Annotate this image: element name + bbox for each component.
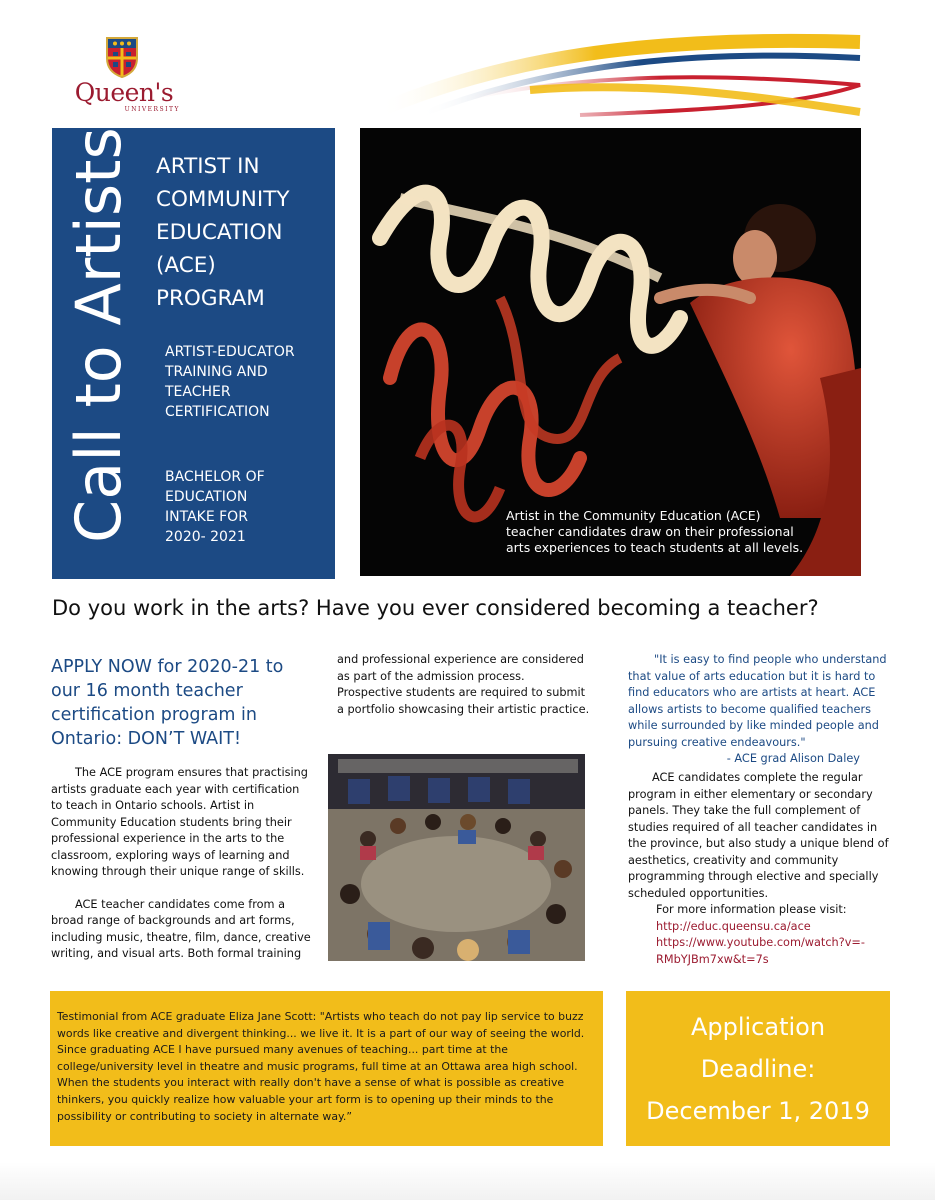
- alumni-quote: [628, 652, 890, 768]
- apply-now-heading: APPLY NOW for 2020-21 to our 16 month teacher certification program in Ontario: DON’T WAIT!: [51, 657, 284, 749]
- testimonial-text: Testimonial from ACE graduate Eliza Jane Scott: "Artists who teach do not pay lip service to buzz words like creative and divergent thinking... we live it. It is a part of our way of seeing the world. Since graduating ACE I have pursued many avenues of teaching... part time at the college/university level in theatre and music programs, full time at an Ottawa area high school. When the students you interact with really don't have a sense of what is possible as creative thinkers, you quickly realize how valuable your art form is to opening up their minds to the possibility or contributing to society in alternate way.”: [57, 1010, 585, 1123]
- application-deadline: Application Deadline: December 1, 2019: [646, 1013, 870, 1125]
- deadline-box: [626, 991, 890, 1146]
- crest-icon: [105, 36, 139, 78]
- column3-body: [628, 770, 890, 968]
- more-info-label: For more information please visit:: [656, 903, 847, 916]
- youtube-video-link[interactable]: https://www.youtube.com/watch?v=-RMbYJBm7xw&t=7s: [656, 936, 865, 966]
- admission-paragraph: and professional experience are considered as part of the admission process. Prospective students are required to submit a portfolio showcasing their artistic practice.: [337, 653, 590, 716]
- students-circle-illustration: [328, 754, 585, 961]
- quote-text: "It is easy to find people who understand that value of arts education but it is hard to find educators who are artists at heart. ACE allows artists to become qualified teachers while surrounded by like minded people and pursuing creative endeavours.": [628, 653, 887, 749]
- logo-subtitle: UNIVERSITY: [124, 106, 180, 113]
- intake-subtitle: BACHELOR OF EDUCATION INTAKE FOR 2020- 2021: [165, 469, 265, 545]
- decorative-swoosh: [380, 30, 870, 120]
- queens-logo: [64, 36, 184, 118]
- column2-body: [337, 652, 592, 718]
- ace-program-paragraph: The ACE program ensures that practising artists graduate each year with certification to teach in Ontario schools. Artist in Community Education students bring their professional experience in the arts to the classroom, exploring ways of learning and knowing through their unique range of skills.: [51, 766, 308, 878]
- ribbon-dancer-photo: [360, 128, 861, 576]
- call-to-artists-title: Call to Artists: [62, 127, 135, 543]
- quote-attribution: - ACE grad Alison Daley: [726, 752, 860, 765]
- candidates-paragraph: ACE teacher candidates come from a broad range of backgrounds and art forms, including music, theatre, film, dance, creative writing, and visual arts. Both formal training: [51, 897, 311, 960]
- column1-body: [51, 765, 313, 963]
- training-subtitle: ARTIST-EDUCATOR TRAINING AND TEACHER CERTIFICATION: [165, 344, 295, 420]
- main-headline: Do you work in the arts? Have you ever considered becoming a teacher?: [52, 596, 819, 620]
- ace-website-link[interactable]: http://educ.queensu.ca/ace: [656, 919, 811, 933]
- students-circle-photo: [328, 754, 585, 961]
- curriculum-paragraph: ACE candidates complete the regular program in either elementary or secondary panels. They take the full complement of studies required of all teacher candidates in the province, but also study a unique blend of aesthetics, creativity and community programming through elective and specially scheduled opportunities.: [628, 771, 889, 900]
- photo-caption: Artist in the Community Education (ACE) teacher candidates draw on their professional arts experiences to teach students at all levels.: [506, 508, 804, 555]
- testimonial-box: [50, 991, 603, 1146]
- title-panel: [52, 128, 335, 579]
- logo-wordmark: Queen's: [74, 78, 174, 107]
- page-bottom-shadow: [0, 1162, 935, 1200]
- program-title: ARTIST IN COMMUNITY EDUCATION (ACE) PROGRAM: [156, 154, 290, 311]
